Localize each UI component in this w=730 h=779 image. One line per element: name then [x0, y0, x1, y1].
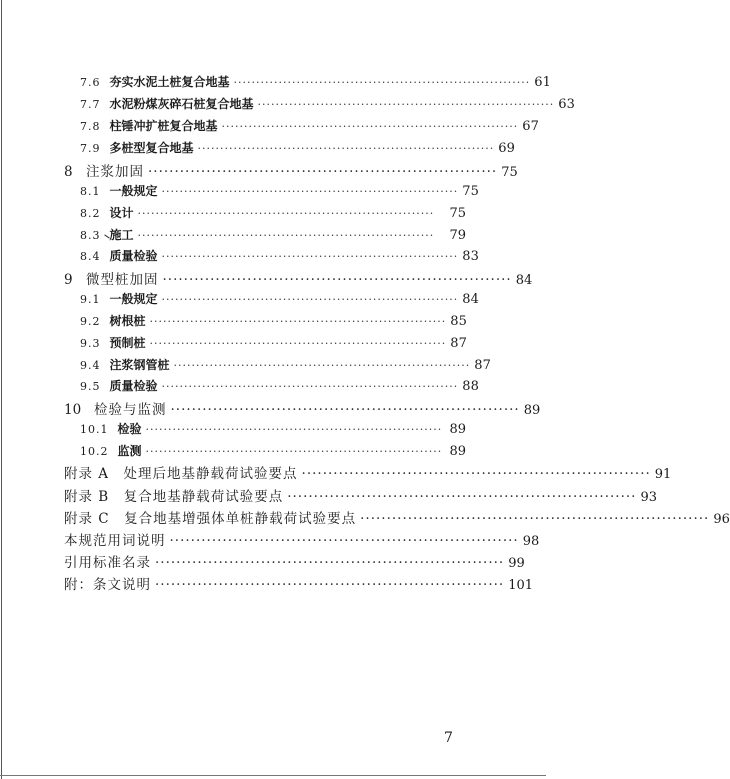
toc-page: 75 — [501, 165, 518, 180]
toc-entry-7-9[interactable] — [80, 139, 515, 156]
toc-page: 63 — [558, 97, 575, 112]
dot-leader: ·································································· — [161, 380, 459, 393]
dot-leader: ·································································· — [360, 511, 710, 527]
toc-title: 预制桩 — [109, 336, 146, 350]
toc-number: 10.1 — [80, 423, 109, 436]
toc-page: 89 — [523, 403, 541, 418]
toc-page: 84 — [462, 292, 479, 307]
toc-page: 89 — [449, 422, 466, 437]
dot-leader: ·································································· — [161, 250, 459, 263]
toc-entry-commentary[interactable] — [64, 573, 534, 593]
dot-leader: ·································································· — [137, 207, 435, 220]
toc-page: 98 — [522, 534, 540, 549]
toc-title: 附录 C 复合地基增强体单桩静载荷试验要点 — [64, 511, 357, 527]
dot-leader: ·································································· — [149, 315, 447, 328]
page-border-bottom — [0, 775, 546, 776]
toc-title: 质量检验 — [109, 379, 158, 393]
dot-leader: ·································································· — [148, 164, 498, 180]
toc-title: 注浆钢管桩 — [109, 358, 170, 372]
toc-title: 一般规定 — [109, 292, 158, 306]
dot-leader: ·································································· — [301, 466, 651, 482]
toc-title: 微型桩加固 — [86, 272, 159, 288]
toc-page: 79 — [449, 228, 466, 243]
toc-title: 附录 A 处理后地基静载荷试验要点 — [64, 466, 298, 482]
toc-entry-terms[interactable] — [64, 529, 540, 549]
toc-title: 质量检验 — [109, 249, 158, 263]
dot-leader: ·································································· — [161, 293, 459, 306]
toc-entry-10-2[interactable] — [80, 442, 466, 459]
toc-page: 88 — [462, 379, 479, 394]
toc-title: 本规范用词说明 — [64, 533, 166, 549]
toc-title: 附：条文说明 — [64, 577, 151, 593]
toc-number: 7.7 — [80, 98, 101, 111]
toc-title: 夯实水泥土桩复合地基 — [109, 75, 230, 89]
dot-leader: ·································································· — [155, 577, 505, 593]
toc-entry-8-4[interactable] — [80, 247, 479, 264]
toc-page: 99 — [508, 556, 525, 571]
dot-leader: ·································································· — [169, 533, 519, 549]
toc-page: 75 — [449, 206, 466, 221]
toc-number: 9.2 — [80, 315, 101, 328]
toc-number: 8.1 — [80, 185, 101, 198]
toc-entry-9[interactable] — [64, 268, 533, 288]
toc-page: 84 — [515, 273, 533, 288]
page-border-left — [1, 0, 2, 779]
toc-entry-9-2[interactable] — [80, 312, 466, 329]
toc-entry-7-8[interactable] — [80, 117, 539, 134]
toc-entry-9-1[interactable] — [80, 290, 479, 307]
toc-number: 8.2 — [80, 207, 101, 220]
toc-entry-9-5[interactable] — [80, 377, 479, 394]
toc-page: 87 — [474, 358, 491, 373]
toc-entry-10[interactable] — [64, 398, 541, 418]
toc-page: 61 — [534, 75, 551, 90]
dot-leader: ·································································· — [221, 120, 519, 133]
dot-leader: ·································································· — [233, 76, 531, 89]
toc-entry-standards[interactable] — [64, 551, 525, 571]
toc-number: 10 — [64, 402, 82, 418]
toc-title: 检验 — [117, 422, 142, 436]
toc-page: 85 — [450, 314, 467, 329]
toc-page: 87 — [450, 336, 467, 351]
toc-title: 一般规定 — [109, 184, 158, 198]
toc-number: 8.3 — [80, 229, 101, 242]
toc-number: 8.4 — [80, 250, 101, 263]
toc-title: 水泥粉煤灰碎石桩复合地基 — [109, 97, 254, 111]
toc-page: 91 — [654, 467, 672, 482]
toc-page: 83 — [462, 249, 479, 264]
toc-entry-appendix-a[interactable] — [64, 462, 672, 482]
toc-number: 7.9 — [80, 142, 101, 155]
toc-title: 柱锤冲扩桩复合地基 — [109, 119, 218, 133]
toc-number: 7.6 — [80, 76, 101, 89]
toc-page: 89 — [449, 444, 466, 459]
toc-title: 多桩型复合地基 — [109, 141, 194, 155]
toc-entry-7-7[interactable] — [80, 95, 575, 112]
toc-title: 引用标准名录 — [64, 555, 151, 571]
dot-leader: ·································································· — [149, 337, 447, 350]
toc-entry-appendix-b[interactable] — [64, 485, 657, 505]
toc-title: 监测 — [117, 444, 142, 458]
dot-leader: ·································································· — [287, 489, 637, 505]
dot-leader: ·································································· — [145, 423, 443, 436]
toc-number: 7.8 — [80, 120, 101, 133]
toc-entry-8[interactable] — [64, 160, 518, 180]
page-number: 7 — [444, 730, 453, 746]
dot-leader: ·································································· — [155, 555, 505, 571]
toc-number: 9.4 — [80, 359, 101, 372]
toc-entry-8-2[interactable] — [80, 204, 466, 221]
toc-title: 施工 — [109, 228, 134, 242]
toc-page: 96 — [713, 512, 730, 527]
toc-page: 67 — [522, 119, 539, 134]
toc-entry-7-6[interactable] — [80, 73, 551, 90]
toc-title: 注浆加固 — [86, 164, 144, 180]
toc-number: 9.1 — [80, 293, 101, 306]
toc-entry-appendix-c[interactable] — [64, 507, 730, 527]
toc-number: 8 — [64, 164, 73, 180]
dot-leader: ·································································· — [173, 359, 471, 372]
toc-number: 10.2 — [80, 445, 109, 458]
toc-title: 树根桩 — [109, 314, 146, 328]
toc-title: 附录 B 复合地基静载荷试验要点 — [64, 489, 284, 505]
dot-leader: ·································································· — [170, 402, 520, 418]
dot-leader: ·································································· — [161, 185, 459, 198]
toc-number: 9 — [64, 272, 73, 288]
toc-entry-9-3[interactable] — [80, 334, 466, 351]
toc-title: 设计 — [109, 206, 134, 220]
dot-leader: ·································································· — [137, 229, 435, 242]
toc-number: 9.3 — [80, 337, 101, 350]
toc-number: 9.5 — [80, 380, 101, 393]
toc-entry-10-1[interactable] — [80, 420, 466, 437]
dot-leader: ·································································· — [162, 272, 512, 288]
toc-page: 93 — [640, 490, 657, 505]
dot-leader: ·································································· — [197, 142, 495, 155]
dot-leader: ·································································· — [257, 98, 555, 111]
toc-page: 69 — [498, 141, 515, 156]
dot-leader: ·································································· — [145, 445, 443, 458]
toc-title: 检验与监测 — [94, 402, 167, 418]
toc-entry-8-1[interactable] — [80, 182, 479, 199]
toc-entry-8-3[interactable] — [80, 226, 466, 243]
toc-page: 101 — [508, 578, 534, 593]
toc-entry-9-4[interactable] — [80, 356, 491, 373]
toc-page: 75 — [462, 184, 479, 199]
